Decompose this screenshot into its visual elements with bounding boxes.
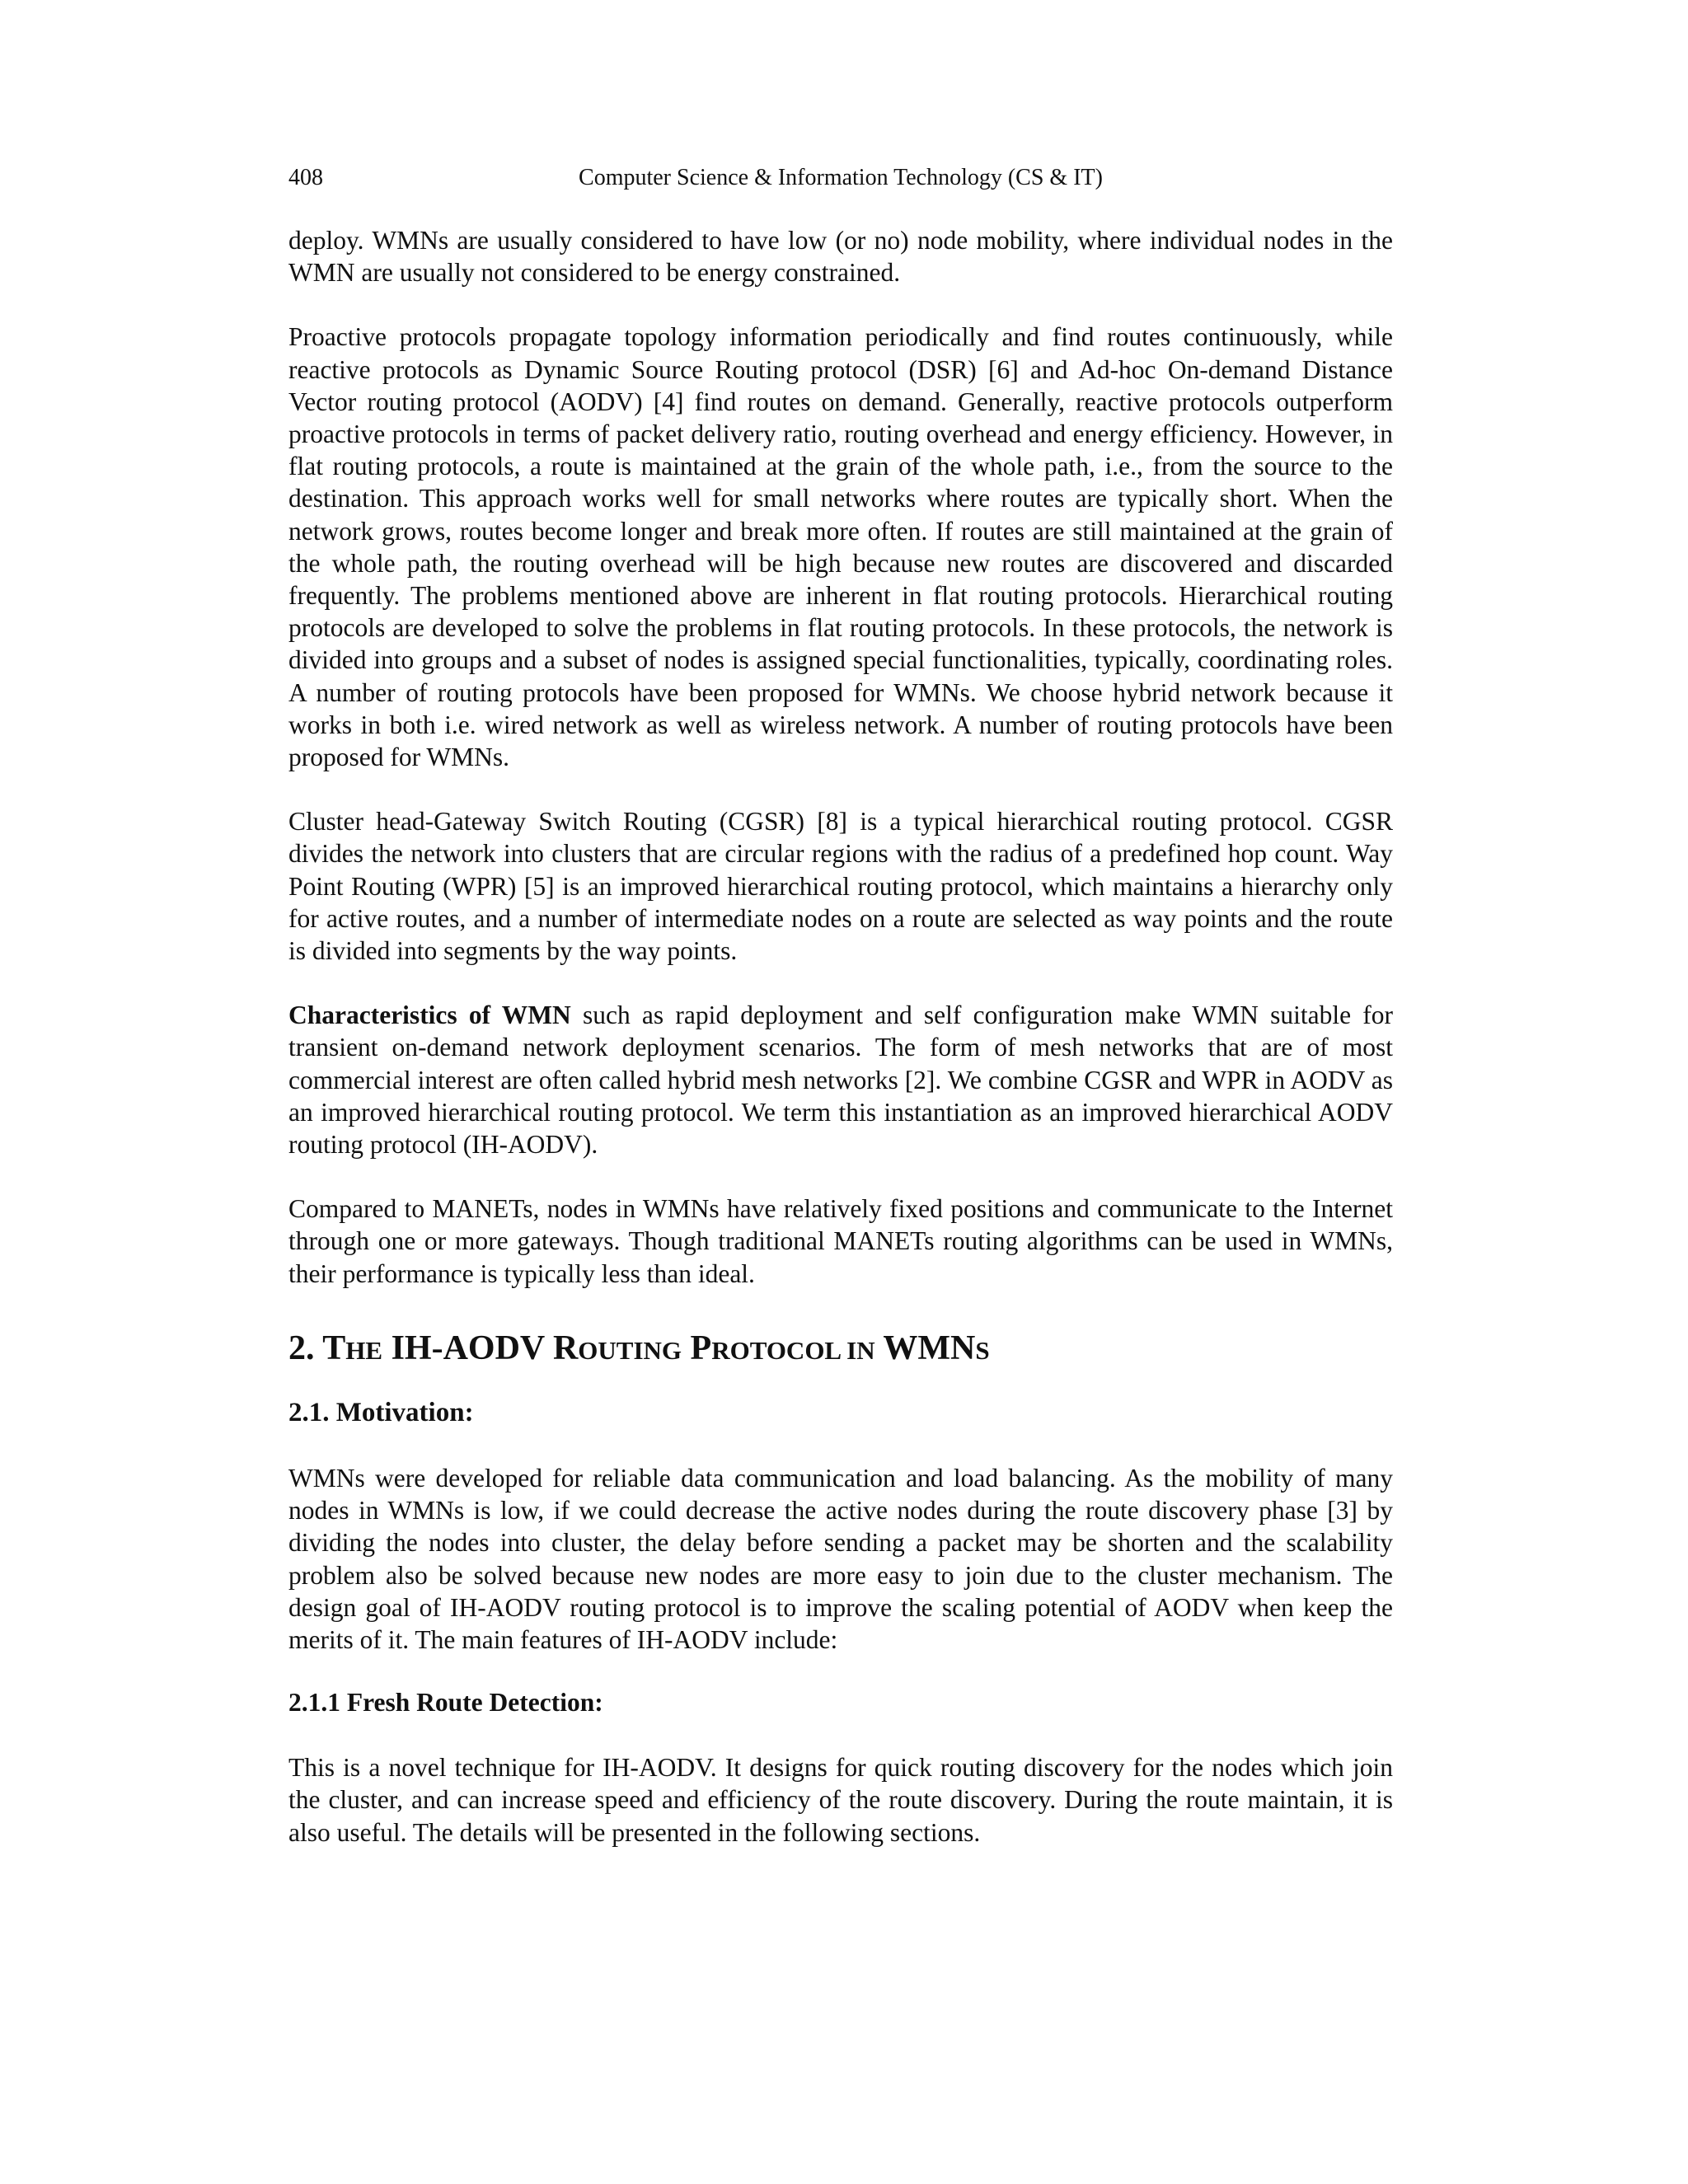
section-heading-part: IH-AODV R [382, 1329, 579, 1367]
paragraph-1: deploy. WMNs are usually considered to have low (or no) node mobility, where individual nodes in the WMN are usually not considered to be energy constrained. [288, 226, 1393, 288]
section-heading-part: 2. T [288, 1329, 346, 1367]
paragraph-4-body: such as rapid deployment and self configuration make WMN suitable for transient on-demand network deployment scenarios. The form of mesh networks that are of most commercial interest are often called hybrid mesh networks [2]. We combine CGSR and WPR in AODV as an improved hierarchical routing protocol. We term this instantiation as an improved hierarchical AODV routing protocol (IH-AODV). [288, 1001, 1393, 1160]
paper-page [288, 158, 1393, 1849]
paragraph-7: This is a novel technique for IH-AODV. It designs for quick routing discovery for the nodes which join the cluster, and can increase speed and efficiency of the route discovery. During the route maintain, it is also useful. The details will be presented in the following sections. [288, 1753, 1393, 1847]
section-heading-smallcaps: HE [345, 1335, 383, 1365]
paragraph-5: Compared to MANETs, nodes in WMNs have relatively fixed positions and communicate to the Internet through one or more gateways. Though traditional MANETs routing algorithms can be used in WMNs, their performance is typically less than ideal. [288, 1194, 1393, 1288]
subsection-heading-2-1: 2.1. Motivation: [288, 1397, 474, 1427]
paragraph-4 [288, 999, 1393, 1160]
section-heading-part: WMN [874, 1329, 976, 1367]
section-heading-smallcaps: ROTOCOL [711, 1335, 841, 1365]
section-heading-part: P [682, 1329, 712, 1367]
paragraph-6: WMNs were developed for reliable data communication and load balancing. As the mobility of many nodes in WMNs is low, if we could decrease the active nodes during the route discovery phase [3] by dividing the nodes into cluster, the delay before sending a packet may be shorten and the scalability problem also be solved because new nodes are more easy to join due to the cluster mechanism. The design goal of IH-AODV routing protocol is to improve the scaling potential of AODV when keep the merits of it. The main features of IH-AODV include: [288, 1463, 1393, 1654]
page-number: 408 [288, 165, 323, 190]
running-head [288, 158, 1393, 198]
journal-title: Computer Science & Information Technology (CS & IT) [579, 165, 1103, 190]
section-heading-2 [288, 1328, 1393, 1371]
section-heading-smallcaps: IN [840, 1335, 875, 1365]
section-heading-smallcaps: OUTING [578, 1335, 682, 1365]
section-heading-smallcaps: S [975, 1335, 990, 1365]
paragraph-2: Proactive protocols propagate topology information periodically and find routes continuously, while reactive protocols as Dynamic Source Routing protocol (DSR) [6] and Ad-hoc On-demand Distance Vector routing protocol (AODV) [4] find routes on demand. Generally, reactive protocols outperform proactive protocols in terms of packet delivery ratio, routing overhead and energy efficiency. However, in flat routing protocols, a route is maintained at the grain of the whole path, i.e., from the source to the destination. This approach works well for small networks where routes are typically short. When the network grows, routes become longer and break more often. If routes are still maintained at the grain of the whole path, the routing overhead will be high because new routes are discovered and discarded frequently. The problems mentioned above are inherent in flat routing protocols. Hierarchical routing protocols are developed to solve the problems in flat routing protocols. In these protocols, the network is divided into groups and a subset of nodes is assigned special functionalities, typically, coordinating roles. A number of routing protocols have been proposed for WMNs. We choose hybrid network because it works in both i.e. wired network as well as wireless network. A number of routing protocols have been proposed for WMNs. [288, 322, 1393, 772]
paragraph-4-lead: Characteristics of WMN [288, 1001, 571, 1030]
subsubsection-heading-2-1-1: 2.1.1 Fresh Route Detection: [288, 1688, 603, 1718]
paragraph-3: Cluster head-Gateway Switch Routing (CGSR) [8] is a typical hierarchical routing protocol. CGSR divides the network into clusters that are circular regions with the radius of a predefined hop count. Way Point Routing (WPR) [5] is an improved hierarchical routing protocol, which maintains a hierarchy only for active routes, and a number of intermediate nodes on a route are selected as way points and the route is divided into segments by the way points. [288, 807, 1393, 966]
